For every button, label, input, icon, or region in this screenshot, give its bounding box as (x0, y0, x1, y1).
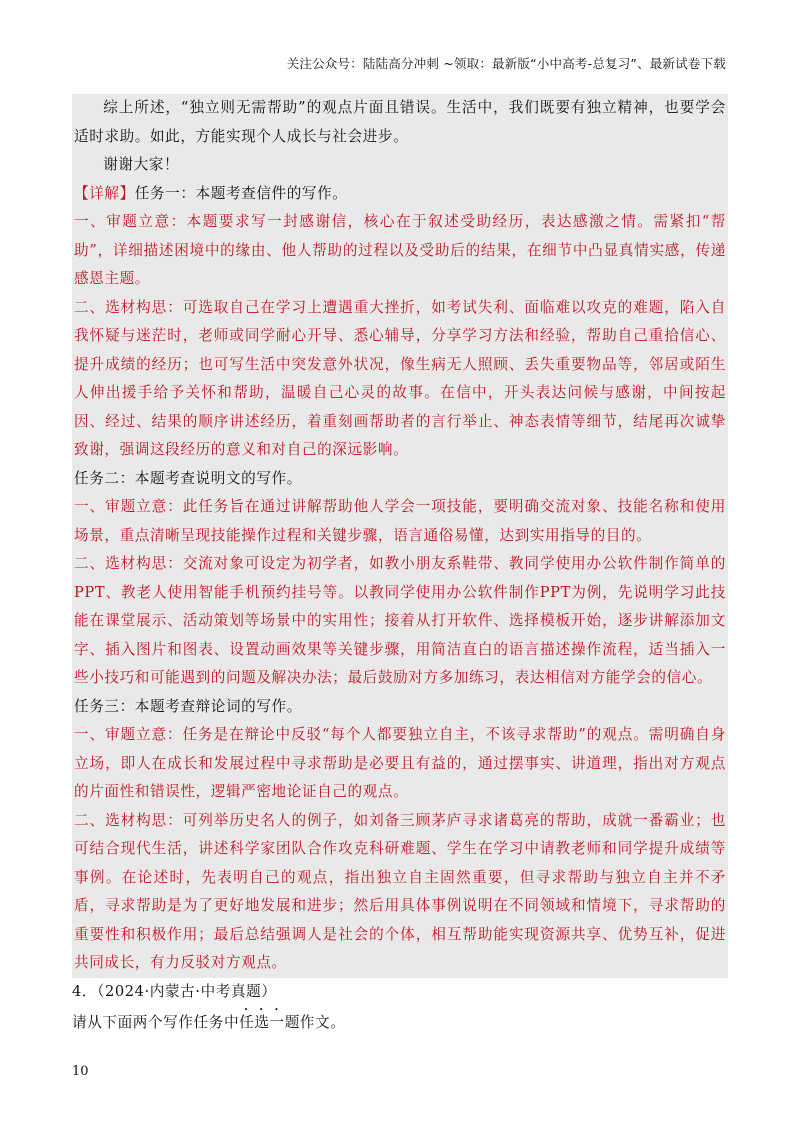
emphasized-text: 任选一 (239, 1014, 285, 1031)
page-number: 10 (72, 1064, 89, 1079)
question-number: 4．（2024·内蒙古·中考真题） (72, 982, 277, 1000)
question-section (72, 978, 728, 1038)
task3-paragraph-1: 一、审题立意：任务是在辩论中反驳“每个人都要独立自主，不该寻求帮助”的观点。需明确自身立场，即人在成长和发展过程中寻求帮助是必要且有益的，通过摆事实、讲道理，指出对方观点的片面性和错误性，逻辑严密地论证自己的观点。 (74, 726, 726, 800)
question-prompt: 请从下面两个写作任务中任选一题作文。 (72, 1014, 346, 1031)
task3-paragraph-2: 二、选材构思：可列举历史名人的例子，如刘备三顾茅庐寻求诸葛亮的帮助，成就一番霸业；也可结合现代生活，讲述科学家团队合作攻克科研难题、学生在学习中请教老师和同学提升成绩等事例。在论述时，先表明自己的观点，指出独立自主固然重要，但寻求帮助与独立自主并不矛盾，寻求帮助是为了更好地发展和进步；然后用具体事例说明在不同领域和情境下，寻求帮助的重要性和积极作用；最后总结强调人是社会的个体，相互帮助能实现资源共享、优势互补，促进共同成长，有力反驳对方观点。 (74, 811, 726, 971)
page-header: 关注公众号：陆陆高分冲刺 ~领取：最新版“小中高考-总复习”、最新试卷下载 (286, 56, 726, 71)
task2-paragraph-2: 二、选材构思：交流对象可设定为初学者，如教小朋友系鞋带、教同学使用办公软件制作简单的PPT、教老人使用智能手机预约挂号等。以教同学使用办公软件制作PPT为例，先说明学习此技能在课堂展示、活动策划等场景中的实用性；接着从打开软件、选择模板开始，逐步讲解添加文字、插入图片和图表、设置动画效果等关键步骤，用简洁直白的语言描述操作流程，适当插入一些小技巧和可能遇到的问题及解决办法；最后鼓励对方多加练习，表达相信对方能学会的信心。 (74, 555, 726, 686)
task1-title: 【详解】任务一：本题考查信件的写作。 (74, 184, 348, 202)
page-content (72, 94, 728, 1038)
analysis-tag: 【详解】 (74, 184, 135, 202)
task2-title: 任务二：本题考查说明文的写作。 (74, 469, 302, 487)
task1-paragraph-1: 一、审题立意：本题要求写一封感谢信，核心在于叙述受助经历，表达感激之情。需紧扣“帮助”，详细描述困境中的缘由、他人帮助的过程以及受助后的结果，在细节中凸显真情实感，传递感恩主题。 (74, 213, 726, 287)
essay-conclusion: 综上所述，“独立则无需帮助”的观点片面且错误。生活中，我们既要有独立精神，也要学会适时求助。如此，方能实现个人成长与社会进步。 (74, 99, 726, 145)
task3-title: 任务三：本题考查辩论词的写作。 (74, 697, 302, 715)
task2-paragraph-1: 一、审题立意：此任务旨在通过讲解帮助他人学会一项技能，要明确交流对象、技能名称和使用场景，重点清晰呈现技能操作过程和关键步骤，语言通俗易懂，达到实用指导的目的。 (74, 498, 726, 544)
essay-closing: 谢谢大家！ (103, 156, 180, 173)
answer-section (72, 94, 728, 978)
task1-paragraph-2: 二、选材构思：可选取自己在学习上遭遇重大挫折，如考试失利、面临难以攻克的难题，陷入自我怀疑与迷茫时，老师或同学耐心开导、悉心辅导，分享学习方法和经验，帮助自己重拾信心、提升成绩的经历；也可写生活中突发意外状况，像生病无人照顾、丢失重要物品等，邻居或陌生人伸出援手给予关怀和帮助，温暖自己心灵的故事。在信中，开头表达问候与感谢，中间按起因、经过、结果的顺序讲述经历，着重刻画帮助者的言行举止、神态表情等细节，结尾再次诚挚致谢，强调这段经历的意义和对自己的深远影响。 (74, 298, 726, 458)
